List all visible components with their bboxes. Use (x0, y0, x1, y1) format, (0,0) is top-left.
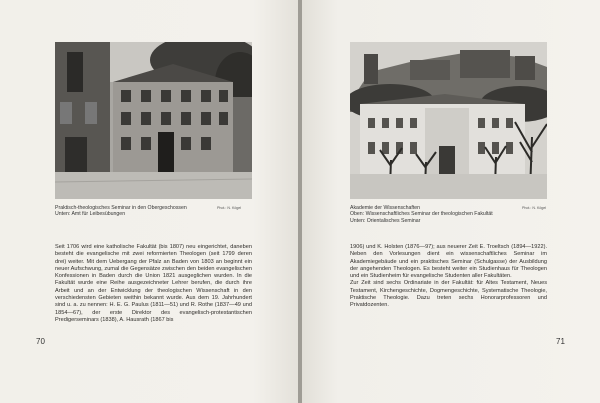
right-photo-caption (350, 205, 530, 224)
left-page (0, 0, 298, 403)
right-photo-credit: Phot.: N. Kögel (522, 206, 547, 210)
left-photo-caption (55, 205, 215, 218)
left-page-number: 70 (36, 337, 45, 346)
right-caption-line-1: Akademie der Wissenschaften (350, 205, 421, 211)
academy-building-photo (350, 42, 547, 199)
left-caption-line-2: Unten: Amt für Leibesübungen (55, 211, 126, 218)
right-caption-line-2: Oben: Wissenschaftliches Seminar der theologischen Fakultät (350, 211, 493, 218)
right-page (302, 0, 600, 403)
right-page-number: 71 (556, 337, 565, 346)
right-body-paragraph-1: 1906) und K. Holsten (1876—97); aus neuerer Zeit E. Troeltsch (1894—1922). Neben den Vorlesungen dient ein wissenschaftliches Seminar im Akademiegebäude und ein praktisches Seminar (Schulgasse) der Ausbildung der angehenden Theologen. Es besteht weiter ein Studienhaus für Theologen und ein Studienheim für evangelische Studenten aller Fakultäten. (350, 244, 547, 280)
right-caption-line-3: Unten: Orientalisches Seminar (350, 217, 421, 224)
right-body-text (350, 244, 547, 310)
right-body-paragraph-2: Zur Zeit sind sechs Ordinariate in der Fakultät: für Altes Testament, Neues Testament, Kirchengeschichte, Dogmengeschichte, Systematische Theologie, Praktische Theologie. Dazu treten sechs Honorarprofessoren und Privatdozenten. (350, 280, 547, 309)
left-body-text: Seit 1706 wird eine katholische Fakultät (bis 1807) neu eingerichtet, daneben besteht die evangelische mit zwei reformierten Theologen (seit 1799 deren drei) weiter. Mit dem Uebergang der Pfalz an Baden von 1803 an beginnt ein neuer Aufschwung, zumal die Gegensätze zwischen den beiden evangelischen Konfessionen in Baden durch die Union 1821 ausgeglichen wurden. In die Fakultät wurde eine Reihe ausgezeichneter Lehrer berufen, die durch ihre Arbeit und an der Entwicklung der theologischen Wissenschaft in den verschiedensten Gebieten weithin bekannt wurde. Aus dem 19. Jahrhundert sind u. a. zu nennen: H. E. G. Paulus (1811—51) und R. Rothe (1837—49 und 1854—67), der erste Direktor des evangelisch-protestantischen Predigerseminars (1838), A. Hausrath (1867 bis (55, 244, 252, 323)
seminar-building-photo (55, 42, 252, 199)
left-caption-line-1: Praktisch-theologisches Seminar in den Obergeschossen (55, 205, 187, 211)
left-photo-credit: Phot.: N. Kögel (217, 206, 242, 210)
